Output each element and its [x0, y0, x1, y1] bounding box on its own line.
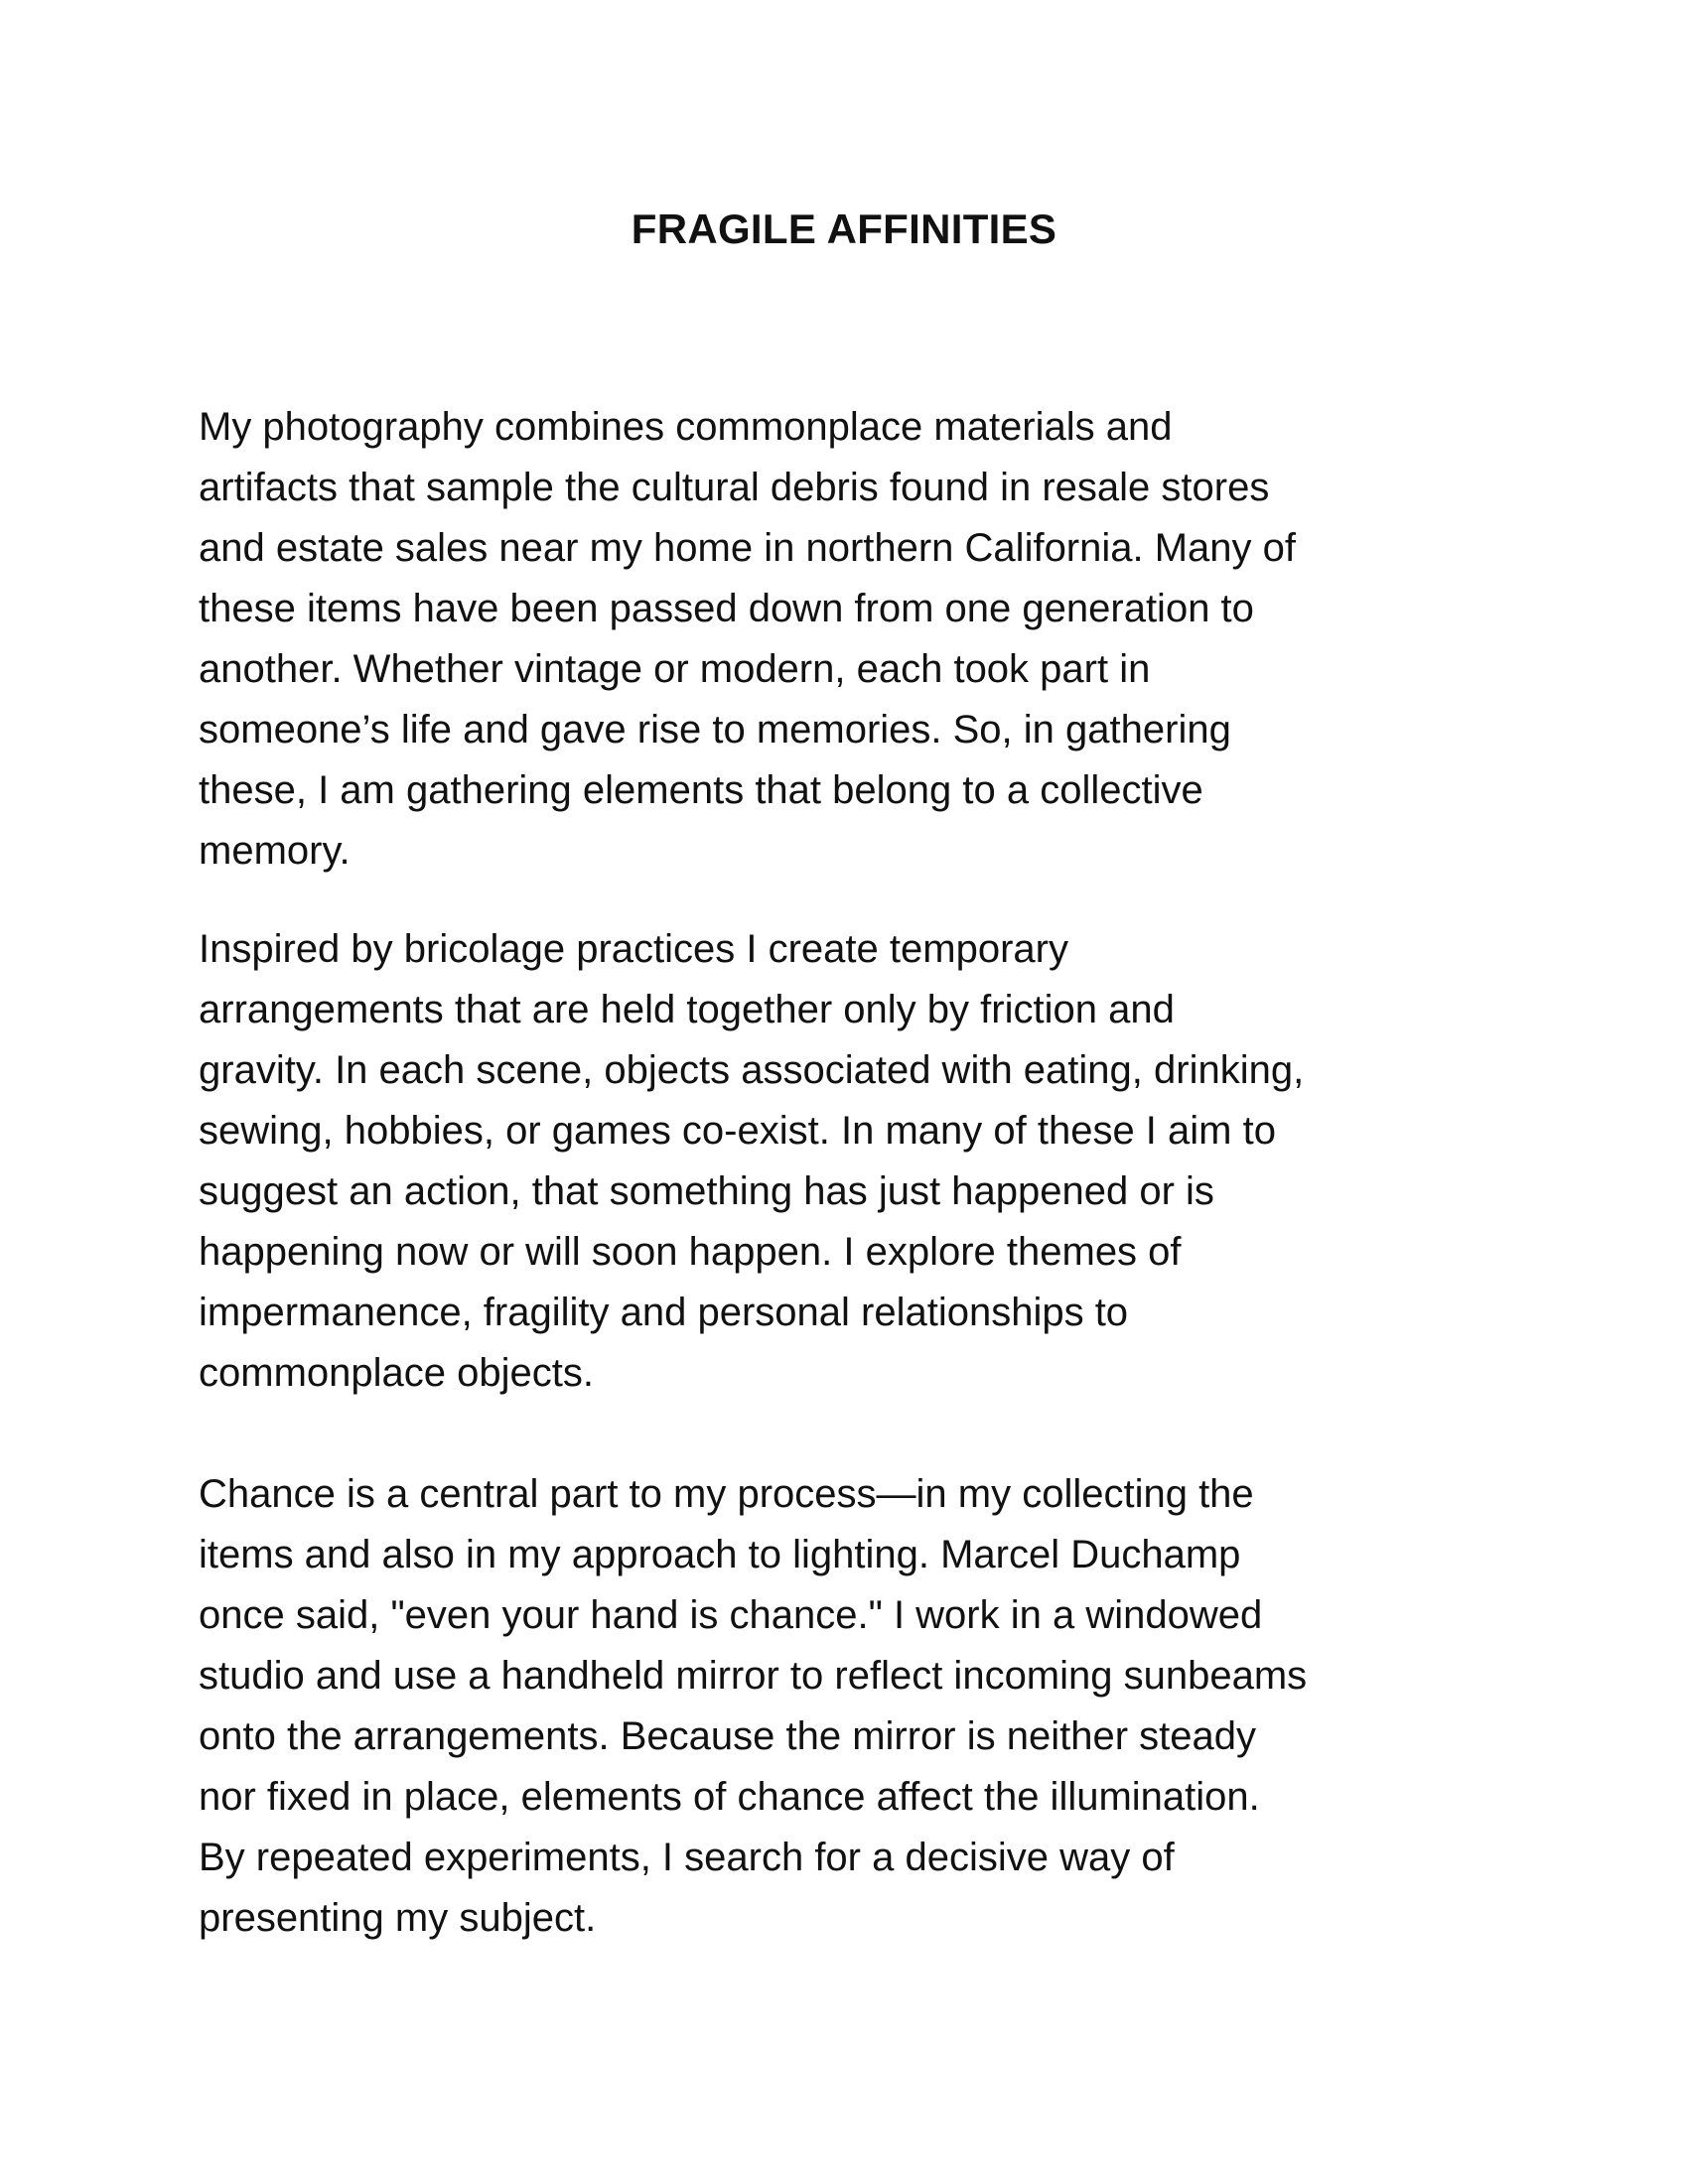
text-line: once said, "even your hand is chance." I work in a windowed: [199, 1593, 1263, 1637]
text-line: sewing, hobbies, or games co-exist. In many of these I aim to: [199, 1109, 1276, 1153]
paragraph-2: [199, 919, 1519, 1404]
text-line: By repeated experiments, I search for a decisive way of: [199, 1836, 1175, 1879]
text-line: Inspired by bricolage practices I create temporary: [199, 927, 1068, 971]
text-line: memory.: [199, 829, 351, 873]
text-line: happening now or will soon happen. I explore themes of: [199, 1230, 1182, 1274]
text-line: onto the arrangements. Because the mirror is neither steady: [199, 1714, 1256, 1758]
text-line: My photography combines commonplace materials and: [199, 405, 1173, 449]
text-line: these, I am gathering elements that belong to a collective: [199, 768, 1203, 812]
text-line: nor fixed in place, elements of chance affect the illumination.: [199, 1775, 1260, 1819]
document-title: FRAGILE AFFINITIES: [631, 205, 1057, 252]
text-line: presenting my subject.: [199, 1896, 597, 1940]
text-line: someone’s life and gave rise to memories. So, in gathering: [199, 708, 1231, 751]
text-line: these items have been passed down from one generation to: [199, 587, 1254, 630]
text-line: and estate sales near my home in northern California. Many of: [199, 526, 1297, 570]
paragraph-3: [199, 1464, 1519, 1949]
document-body: [199, 397, 1519, 1949]
text-line: items and also in my approach to lighting. Marcel Duchamp: [199, 1533, 1241, 1576]
text-line: suggest an action, that something has just happened or is: [199, 1169, 1214, 1213]
text-line: commonplace objects.: [199, 1351, 594, 1395]
paragraph-1: [199, 397, 1519, 882]
text-line: studio and use a handheld mirror to reflect incoming sunbeams: [199, 1654, 1308, 1698]
text-line: artifacts that sample the cultural debris found in resale stores: [199, 466, 1270, 509]
text-line: another. Whether vintage or modern, each took part in: [199, 647, 1151, 691]
text-line: gravity. In each scene, objects associated with eating, drinking,: [199, 1048, 1305, 1092]
text-line: arrangements that are held together only by friction and: [199, 988, 1175, 1031]
text-line: Chance is a central part to my process—in my collecting the: [199, 1472, 1254, 1516]
text-line: impermanence, fragility and personal relationships to: [199, 1291, 1129, 1334]
